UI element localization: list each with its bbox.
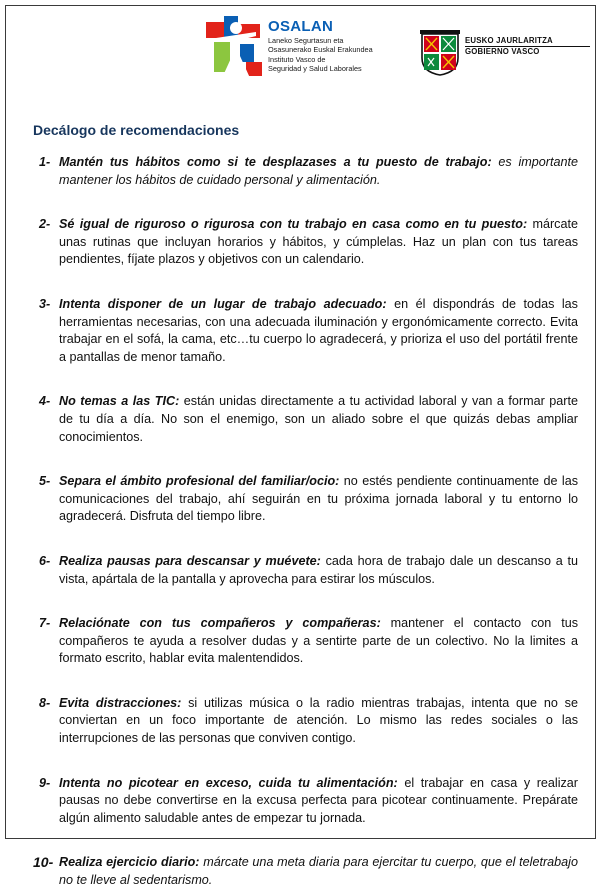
list-item	[33, 154, 578, 189]
item-number: 4-	[39, 394, 51, 409]
basque-government-crest-icon	[418, 30, 462, 76]
item-lead: Separa el ámbito profesional del familiar/ocio:	[59, 474, 340, 489]
item-number: 8-	[39, 695, 51, 710]
government-name-line: EUSKO JAURLARITZA	[465, 36, 553, 45]
header-logos	[6, 6, 597, 101]
osalan-subtitle-line: Laneko Segurtasun eta	[268, 36, 344, 45]
item-body: si utilizas música o la radio mientras trabajas, intenta que no se conviertan en un foco importante de atención. Lo mismo las redes sociales o las interrupciones de las personas que conviven contigo.	[59, 695, 578, 746]
item-lead: Evita distracciones:	[59, 695, 182, 710]
item-body: cada hora de trabajo dale un descanso a tu vista, apártala de la pantalla y aprovecha para estirar los músculos.	[59, 553, 578, 586]
item-number: 6-	[39, 553, 51, 568]
item-body: mantener el contacto con tus compañeros te ayuda a resolver dudas y a sentirte parte de un colectivo. No la limites a formato escrito, hablar evita malentendidos.	[59, 616, 578, 666]
osalan-subtitle	[268, 37, 408, 73]
recommendation-list	[33, 154, 578, 890]
list-item	[33, 695, 578, 748]
government-name	[465, 36, 590, 57]
item-lead: Mantén tus hábitos como si te desplazases a tu puesto de trabajo:	[59, 155, 492, 169]
list-item	[33, 615, 578, 668]
item-lead: Sé igual de riguroso o rigurosa con tu trabajo en casa como en tu puesto:	[59, 217, 528, 232]
page-title: Decálogo de recomendaciones	[33, 122, 240, 138]
list-item	[33, 553, 578, 588]
item-number: 2-	[39, 217, 51, 232]
item-lead: Realiza pausas para descansar y muévete:	[59, 553, 321, 568]
government-name-line: GOBIERNO VASCO	[465, 46, 590, 57]
list-item	[33, 775, 578, 828]
item-body: en él dispondrás de todas las herramientas necesarias, con una adecuada iluminación y ergonómicamente correcto. Evita trabajar en el sofá, la cama, etc…tu cuerpo lo agradecerá, y prioriza el uso del portátil frente a pantallas de menor tamaño.	[59, 296, 578, 364]
osalan-logo-icon	[206, 16, 266, 80]
item-lead: No temas a las TIC:	[59, 394, 180, 409]
item-number: 3-	[39, 296, 51, 311]
item-lead: Intenta disponer de un lugar de trabajo adecuado:	[59, 296, 387, 311]
item-body: márcate una meta diaria para ejercitar tu cuerpo, que el teletrabajo no te lleve al sedentarismo.	[59, 855, 578, 888]
list-item	[33, 296, 578, 366]
item-lead: Relaciónate con tus compañeros y compañeras:	[59, 616, 381, 631]
item-number: 1-	[39, 155, 51, 169]
item-lead: Intenta no picotear en exceso, cuida tu alimentación:	[59, 775, 398, 790]
item-body: márcate unas rutinas que incluyan horarios y hábitos, y cúmplelas. Haz un plan con tus tareas pendientes, fíjate plazos y objetivos con un calendario.	[59, 217, 578, 267]
osalan-subtitle-line: Instituto Vasco de	[268, 55, 326, 65]
item-body: no estés pendiente continuamente de las comunicaciones del trabajo, ahí seguirán en tu próxima jornada laboral y tu entorno lo agradecerá. Disfruta del tiempo libre.	[59, 474, 579, 524]
osalan-subtitle-line: Seguridad y Salud Laborales	[268, 63, 362, 73]
item-number: 9-	[39, 775, 51, 790]
item-number: 10-	[33, 854, 54, 871]
osalan-name: OSALAN	[268, 18, 334, 35]
item-body: el trabajar en casa y realizar pausas no debe convertirse en la excusa perfecta para picotear continuamente. Prepárate algún alimento saludable antes de empezar tu jornada.	[59, 775, 579, 825]
osalan-subtitle-line: Osasunerako Euskal Erakundea	[268, 44, 373, 54]
item-lead: Realiza ejercicio diario:	[59, 855, 200, 870]
item-body: es importante mantener los hábitos de cuidado personal y alimentación.	[59, 155, 578, 187]
list-item	[33, 216, 578, 269]
list-item	[33, 854, 578, 889]
list-item	[33, 393, 578, 446]
document-page	[5, 5, 596, 888]
item-number: 5-	[39, 474, 51, 489]
list-item	[33, 473, 578, 526]
item-body: están unidas directamente a tu actividad laboral y van a formar parte de tu día a día. No son el enemigo, son un aliado sobre el que quizás debas ampliar conocimientos.	[59, 394, 578, 444]
item-number: 7-	[39, 616, 51, 631]
